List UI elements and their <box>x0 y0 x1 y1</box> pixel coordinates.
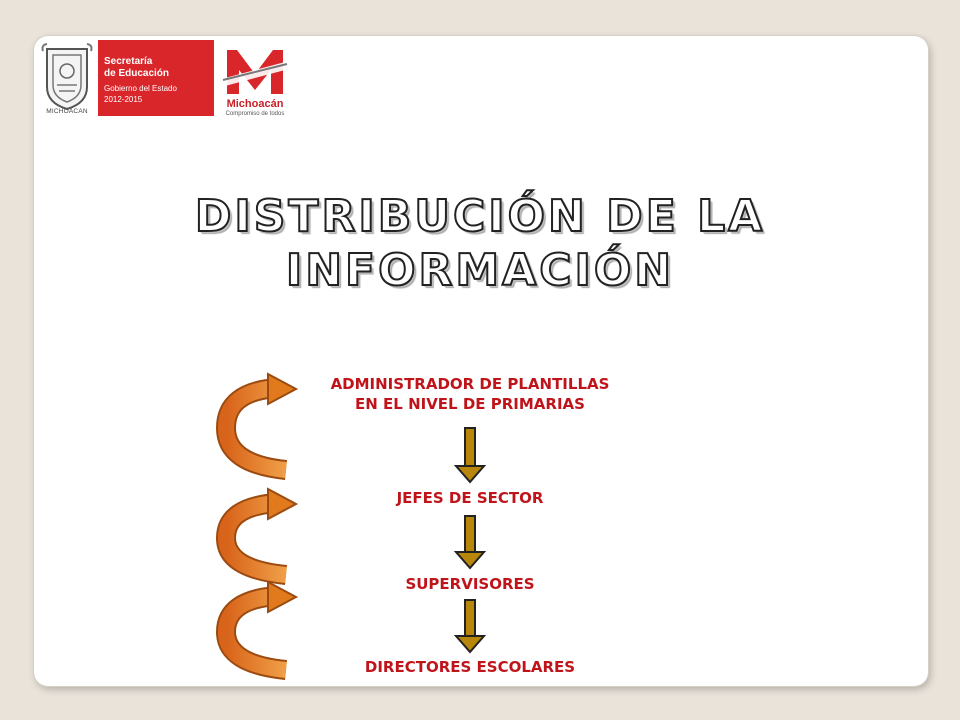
flow-node-supervisores <box>250 574 690 594</box>
flow-node-2-line1: JEFES DE SECTOR <box>396 489 544 507</box>
secretaria-line2: de Educación <box>104 68 170 79</box>
secretaria-line3: Gobierno del Estado <box>104 84 177 93</box>
secretaria-line4: 2012-2015 <box>104 95 143 104</box>
title-line-1: DISTRIBUCIÓN DE LA <box>194 191 766 242</box>
title-line-2: INFORMACIÓN <box>285 245 675 296</box>
down-arrow-2 <box>456 516 484 568</box>
down-arrow-1 <box>456 428 484 482</box>
flow-node-1-line2: EN EL NIVEL DE PRIMARIAS <box>355 395 585 413</box>
flow-node-4-line1: DIRECTORES ESCOLARES <box>364 658 576 676</box>
flow-node-1-line1: ADMINISTRADOR DE PLANTILLAS <box>330 375 610 393</box>
flow-node-administrador <box>250 374 690 414</box>
flow-node-3-line1: SUPERVISORES <box>405 575 535 593</box>
michoacan-name: Michoacán <box>226 98 284 110</box>
secretaria-line1: Secretaría <box>104 56 153 67</box>
flow-node-jefes-de-sector <box>250 488 690 508</box>
down-arrow-3 <box>456 600 484 652</box>
michoacan-tagline: Compromiso de todos <box>225 111 285 117</box>
flow-node-directores-escolares <box>250 657 690 677</box>
seal-caption: MICHOACAN <box>46 108 88 115</box>
